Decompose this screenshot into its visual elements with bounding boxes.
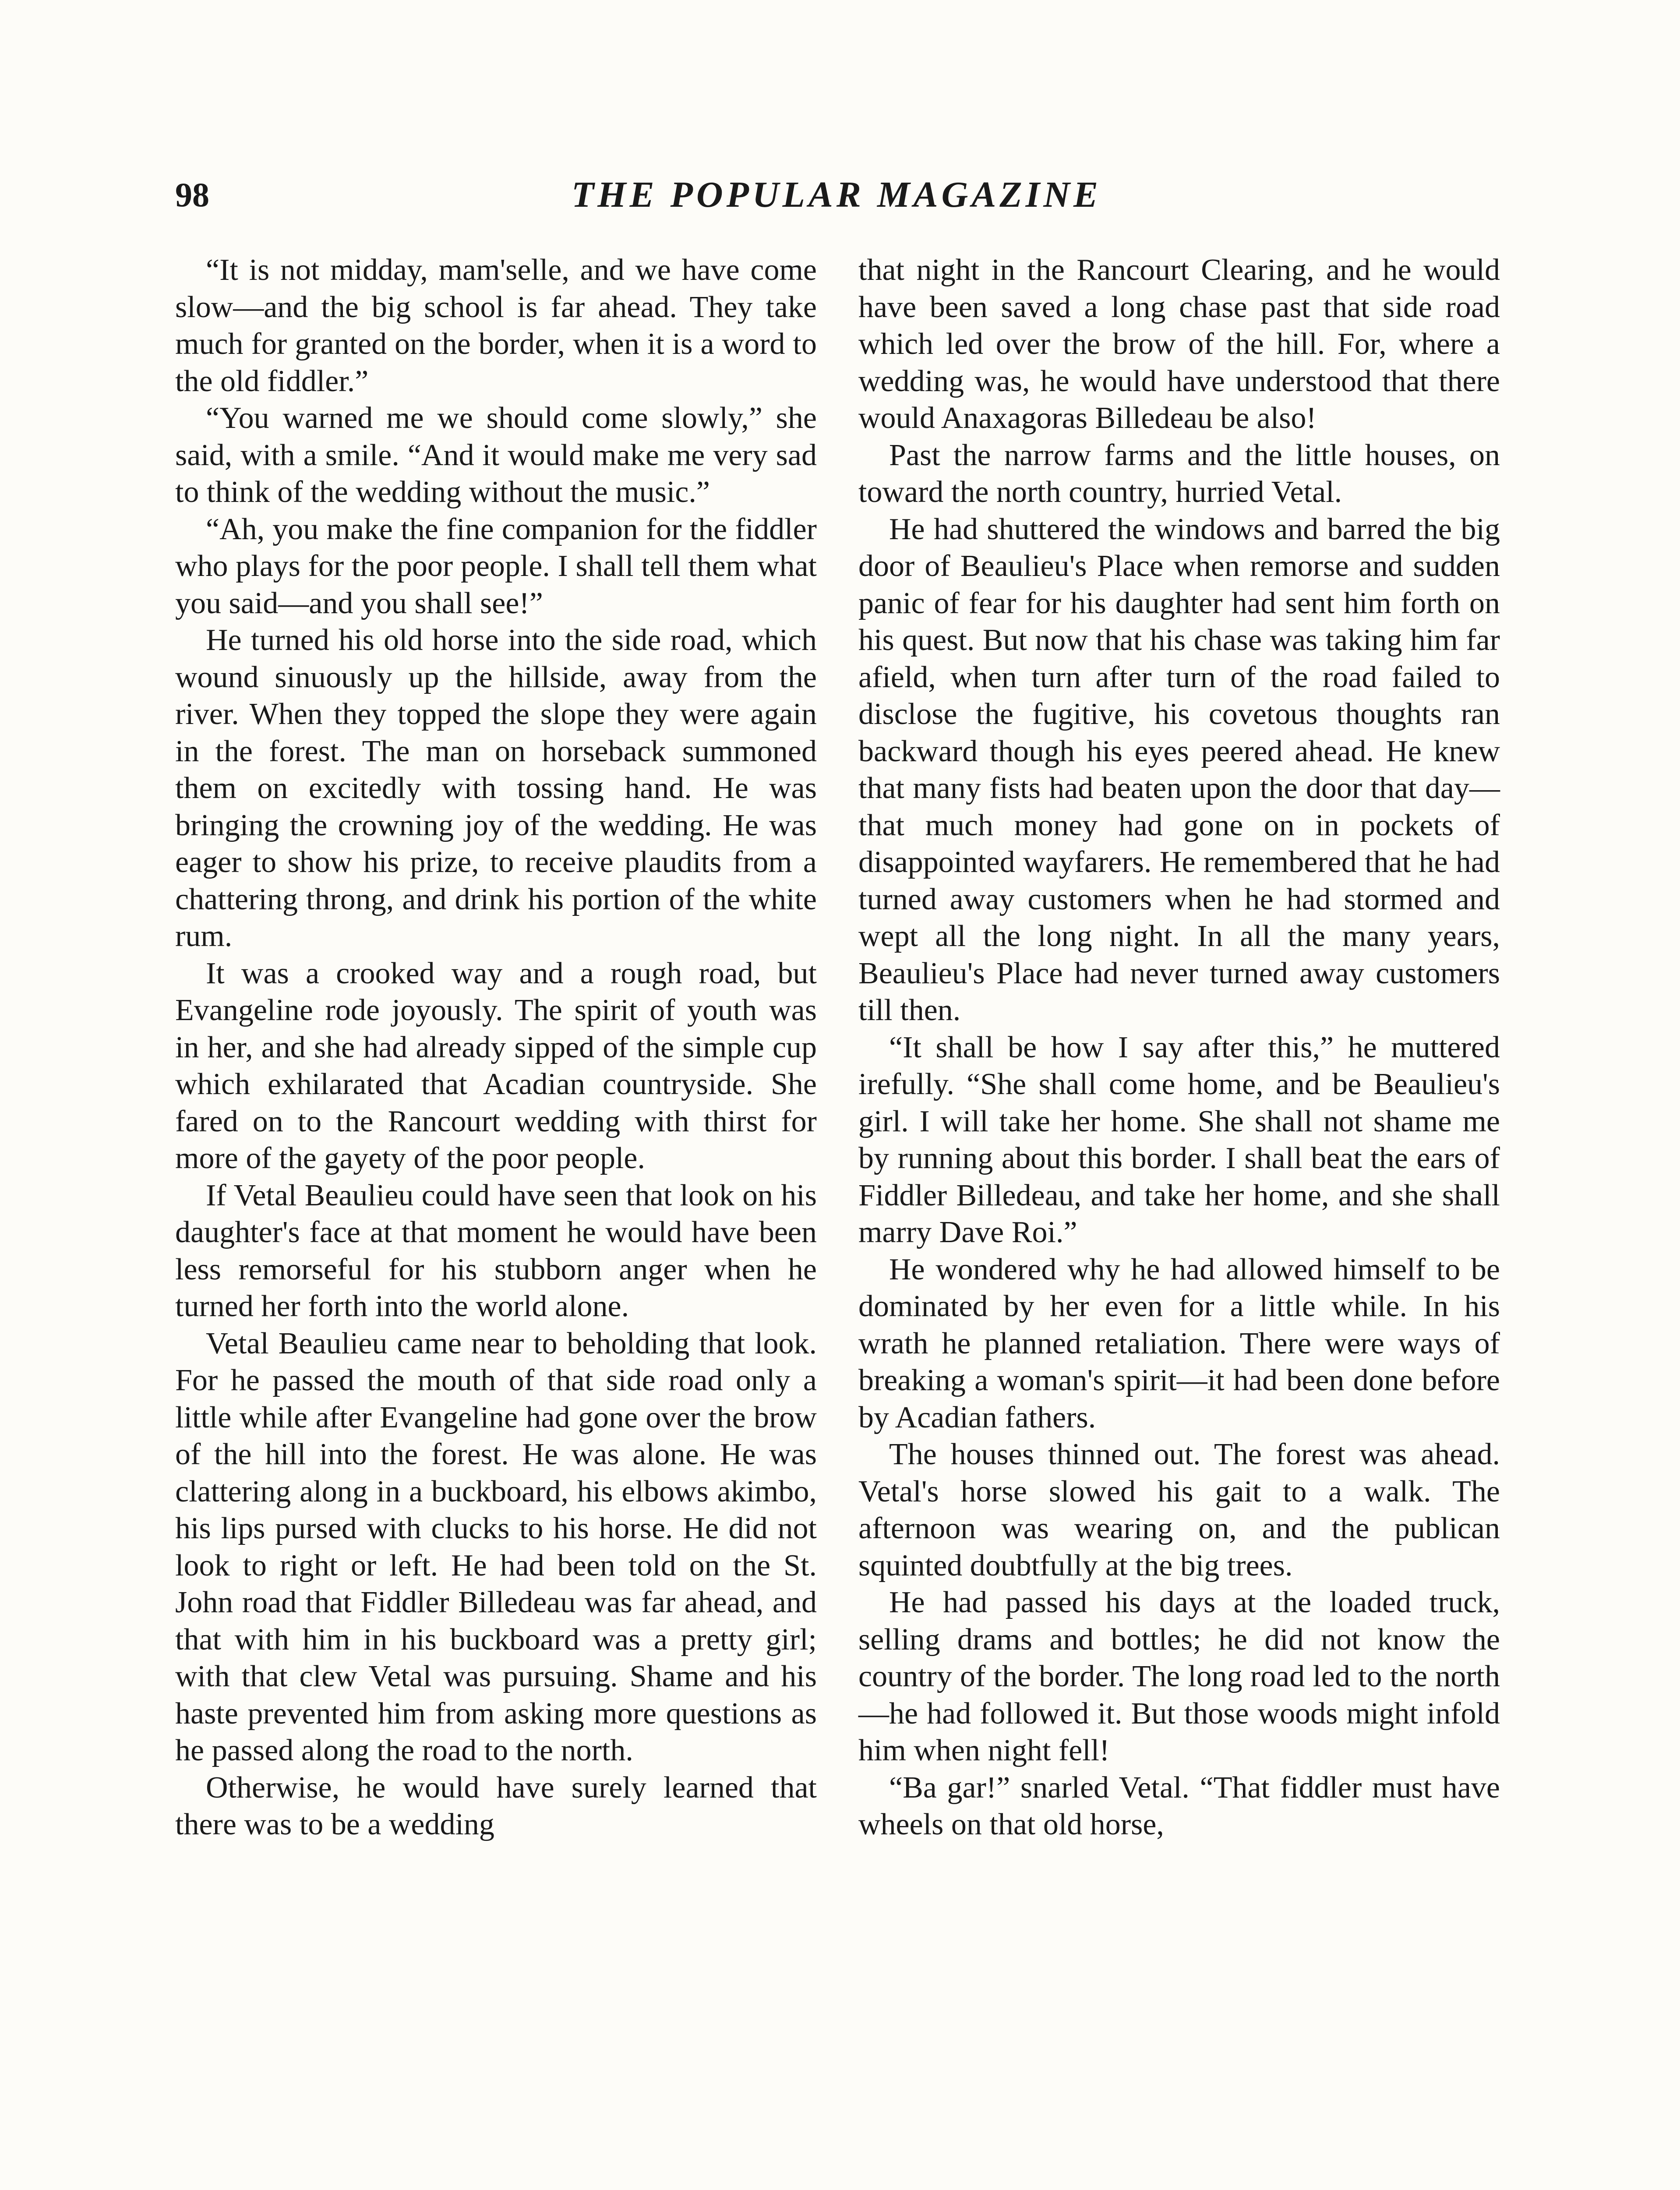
- paragraph-continuation: that night in the Rancourt Clearing, and he would have been saved a long chase past that side road which led over the brow of the hill. For, where a wedding was, he would have understood that there would Anaxagoras Billedeau be also!: [858, 253, 1500, 435]
- page-number: 98: [175, 176, 209, 214]
- paragraph: Past the narrow farms and the little houses, on toward the north country, hurried Vetal.: [858, 438, 1500, 509]
- paragraph: He had shuttered the windows and barred the big door of Beaulieu's Place when remorse and sudden panic of fear for his daughter had sent him forth on his quest. But now that his chase was taking him far afield, when turn after turn of the road failed to disclose the fugitive, his covetous thoughts ran backward though his eyes peered ahead. He knew that many fists had beaten upon the door that day—that much money had gone on in pockets of disappointed wayfarers. He remembered that he had turned away customers when he had stormed and wept all the long night. In all the many years, Beaulieu's Place had never turned away customers till then.: [858, 512, 1500, 1027]
- paragraph: Vetal Beaulieu came near to beholding that look. For he passed the mouth of that side road only a little while after Evangeline had gone over the brow of the hill into the forest. He was alone. He was clattering along in a buckboard, his elbows akimbo, his lips pursed with clucks to his horse. He did not look to right or left. He had been told on the St. John road that Fiddler Billedeau was far ahead, and that with him in his buckboard was a pretty girl; with that clew Vetal was pursuing. Shame and his haste prevented him from asking more questions as he passed along the road to the north.: [175, 1326, 817, 1767]
- paragraph: “Ah, you make the fine companion for the fiddler who plays for the poor people. I shall tell them what you said—and you shall see!”: [175, 512, 817, 620]
- page-header: [175, 169, 1498, 221]
- paragraph: “You warned me we should come slowly,” she said, with a smile. “And it would make me very sad to think of the wedding without the music.”: [175, 401, 817, 509]
- paragraph: He wondered why he had allowed himself to be dominated by her even for a little while. In his wrath he planned retaliation. There were ways of breaking a woman's spirit—it had been done before by Acadian fathers.: [858, 1252, 1500, 1434]
- left-column: [175, 252, 817, 1844]
- right-column: [858, 252, 1500, 1844]
- magazine-title: THE POPULAR MAGAZINE: [571, 174, 1102, 215]
- paragraph: “Ba gar!” snarled Vetal. “That fiddler must have wheels on that old horse,: [858, 1770, 1500, 1841]
- paragraph: The houses thinned out. The forest was ahead. Vetal's horse slowed his gait to a walk. The afternoon was wearing on, and the publican squinted doubtfully at the big trees.: [858, 1438, 1500, 1582]
- paragraph: “It is not midday, mam'selle, and we have come slow—and the big school is far ahead. They take much for granted on the border, when it is a word to the old fiddler.”: [175, 253, 817, 398]
- paragraph: He had passed his days at the loaded truck, selling drams and bottles; he did not know the country of the border. The long road led to the north—he had followed it. But those woods might infold him when night fell!: [858, 1586, 1500, 1767]
- paragraph: If Vetal Beaulieu could have seen that look on his daughter's face at that moment he would have been less remorseful for his stubborn anger when he turned her forth into the world alone.: [175, 1178, 817, 1323]
- paragraph: “It shall be how I say after this,” he muttered irefully. “She shall come home, and be Beaulieu's girl. I will take her home. She shall not shame me by running about this border. I shall beat the ears of Fiddler Billedeau, and take her home, and she shall marry Dave Roi.”: [858, 1030, 1500, 1249]
- paragraph: Otherwise, he would have surely learned that there was to be a wedding: [175, 1770, 817, 1841]
- paragraph: It was a crooked way and a rough road, but Evangeline rode joyously. The spirit of youth was in her, and she had already sipped of the simple cup which exhilarated that Acadian countryside. She fared on to the Rancourt wedding with thirst for more of the gayety of the poor people.: [175, 956, 817, 1175]
- paragraph: He turned his old horse into the side road, which wound sinuously up the hillside, away from the river. When they topped the slope they were again in the forest. The man on horseback summoned them on excitedly with tossing hand. He was bringing the crowning joy of the wedding. He was eager to show his prize, to receive plaudits from a chattering throng, and drink his portion of the white rum.: [175, 623, 817, 953]
